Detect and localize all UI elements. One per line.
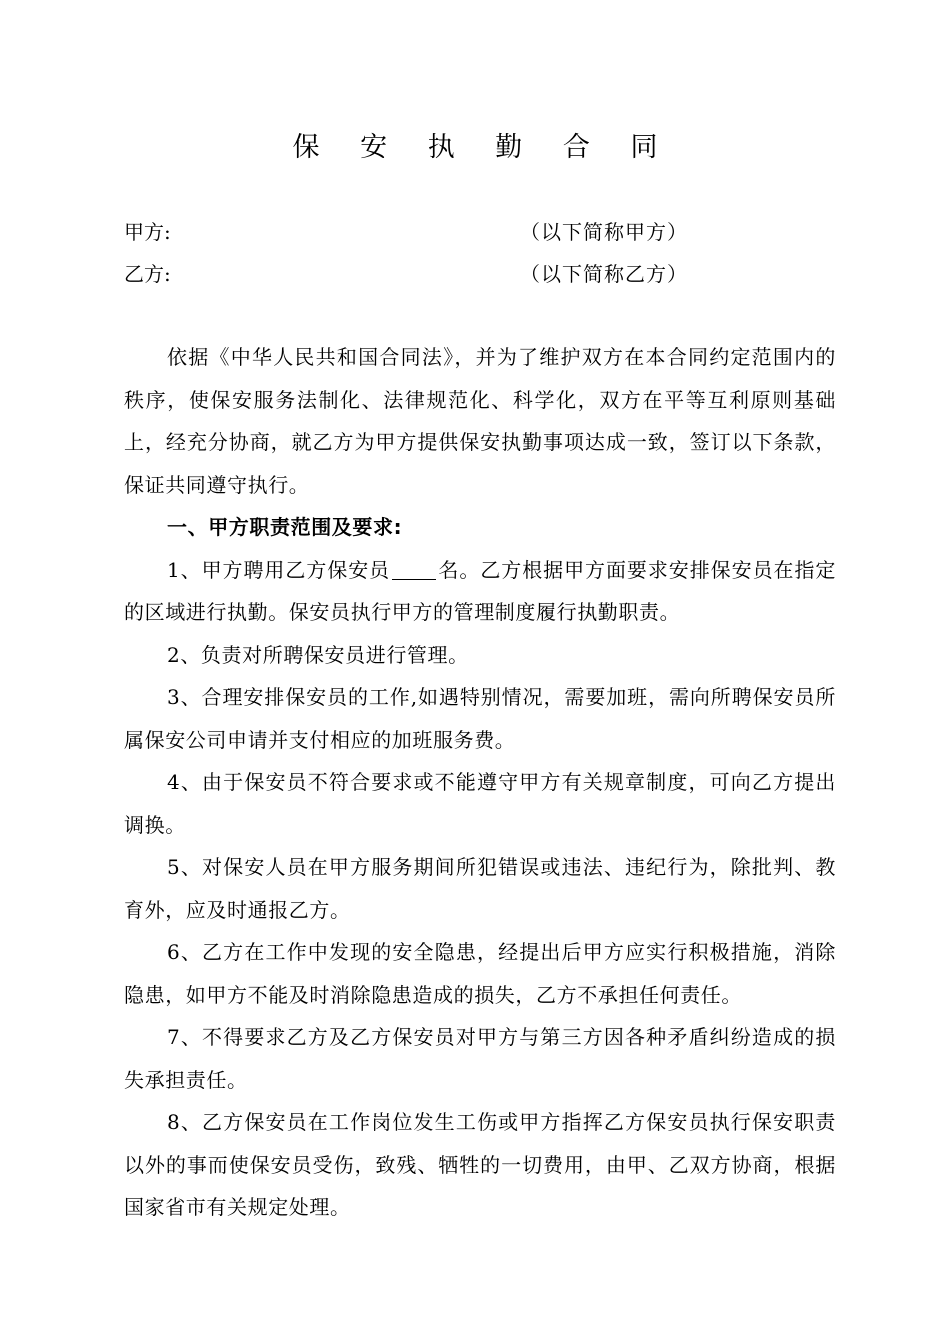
preamble-paragraph: 依据《中华人民共和国合同法》，并为了维护双方在本合同约定范围内的秩序，使保安服务法制化、法律规范化、科学化，双方在平等互利原则基础上，经充分协商，就乙方为甲方提供保安执勤事项达成一致，签订以下条款，保证共同遵守执行。 [124,345,836,497]
document-title: 保 安 执 勤 合 同 [292,132,674,163]
party-a-line [124,212,844,252]
clause-7: 7、不得要求乙方及乙方保安员对甲方与第三方因各种矛盾纠纷造成的损失承担责任。 [124,1025,836,1092]
clause-6: 6、乙方在工作中发现的安全隐患，经提出后甲方应实行积极措施，消除隐患，如甲方不能及时消除隐患造成的损失，乙方不承担任何责任。 [124,940,836,1007]
clause-1 [124,549,836,634]
clause-2: 2、负责对所聘保安员进行管理。 [167,642,469,667]
party-a-note: （以下简称甲方） [520,220,688,244]
contract-body [124,336,836,1229]
party-b-label: 乙方: [124,262,171,286]
clause-3: 3、合理安排保安员的工作,如遇特别情况，需要加班，需向所聘保安员所属保安公司申请并支付相应的加班服务费。 [124,685,836,752]
clause-5: 5、对保安人员在甲方服务期间所犯错误或违法、违纪行为，除批判、教育外，应及时通报乙方。 [124,855,836,922]
section-heading-party-a-duties: 一、甲方职责范围及要求: [167,515,403,539]
guard-count-blank [392,559,436,580]
clause-4: 4、由于保安员不符合要求或不能遵守甲方有关规章制度，可向乙方提出调换。 [124,770,836,837]
clause-1-text-after: 名。乙方根据甲方面要求安排保安员在指定的区域进行执勤。保安员执行甲方的管理制度履行执勤职责。 [124,557,836,624]
party-a-label: 甲方: [124,220,171,244]
party-b-note: （以下简称乙方） [520,262,688,286]
clause-8: 8、乙方保安员在工作岗位发生工伤或甲方指挥乙方保安员执行保安职责以外的事而使保安员受伤，致残、牺牲的一切费用，由甲、乙双方协商，根据国家省市有关规定处理。 [124,1110,836,1219]
party-b-line [124,254,844,294]
clause-1-text-before: 1、甲方聘用乙方保安员 [167,557,391,582]
